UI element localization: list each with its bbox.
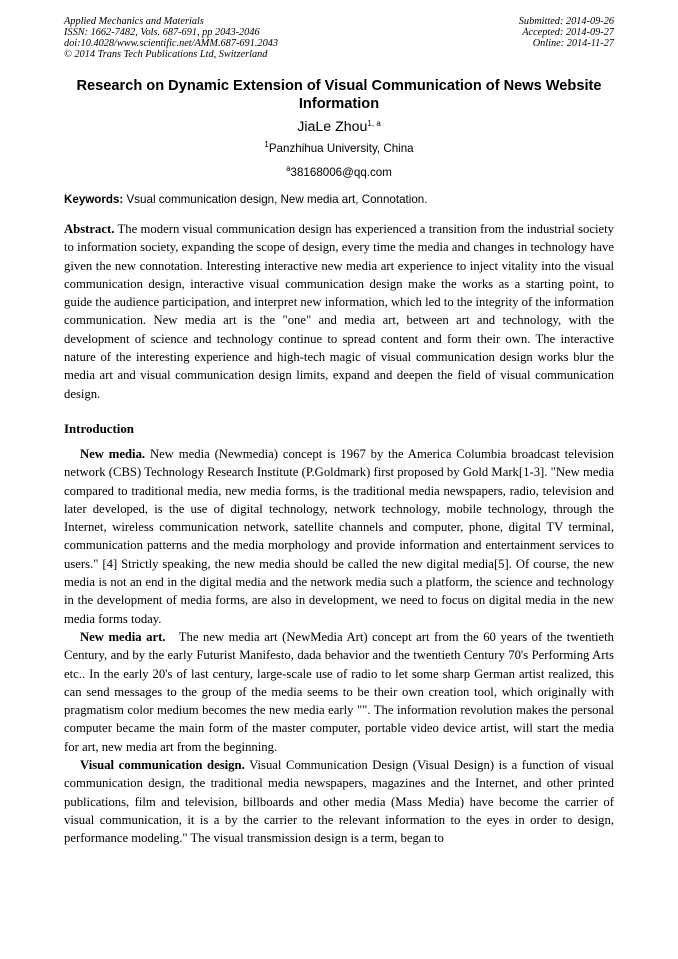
affiliation bbox=[64, 142, 614, 156]
affiliation-text: Panzhihua University, China bbox=[268, 142, 414, 155]
author-email bbox=[64, 166, 614, 180]
paragraph-text: New media (Newmedia) concept is 1967 by the America Columbia broadcast television network (CBS) Technology Research Institute (P.Goldmark) first proposed by Gold Mark[1-3]. "New media compared to traditional media, new media forms, is the traditional media newspapers, radio, television and later developed, is the use of digital technology, network technology, mobile technology, through the Internet, wireless communication network, satellite channels and computer, phone, digital TV terminal, communication patterns and the media morphology and provide information and entertainment services to users." [4] Strictly speaking, the new media should be called the new digital media[5]. Of course, the new media is not an end in the digital media and the network media such a platform, the science and technology in the development of media forms, are also in development, we need to focus on digital media in the new media forms today. bbox=[64, 446, 614, 626]
journal-name: Applied Mechanics and Materials bbox=[64, 16, 204, 27]
paper-title: Research on Dynamic Extension of Visual Communication of News Website Information bbox=[76, 78, 602, 112]
submitted-date: Submitted: 2014-09-26 bbox=[518, 16, 614, 27]
paper-page bbox=[64, 16, 614, 848]
author-name: JiaLe Zhou bbox=[297, 119, 368, 135]
keywords-text: Vsual communication design, New media art, Connotation. bbox=[126, 193, 428, 206]
doi-line: doi:10.4028/www.scientific.net/AMM.687-691.2043 bbox=[64, 38, 279, 49]
paragraph-text: The new media art (NewMedia Art) concept art from the 60 years of the twentieth Century, and by the early Futurist Manifesto, dada behavior and the twentieth Century 70's Performing Arts etc.. In the early 20's of last century, large-scale use of radio to let some sharp German artist realized, this can send messages to the group of the media seems to be their own creation tool, which originally with pragmatism color medium becomes the new media early "". The information revolution makes the personal computer became the main form of the master computer, portable video device artist, will start the media for art, new media art from the beginning. bbox=[64, 629, 614, 754]
keywords bbox=[64, 193, 614, 207]
keywords-label: Keywords: bbox=[64, 193, 124, 206]
author-line bbox=[64, 118, 614, 136]
issn-line: ISSN: 1662-7482, Vols. 687-691, pp 2043-2046 bbox=[64, 27, 260, 38]
copyright-line: © 2014 Trans Tech Publications Ltd, Switzerland bbox=[64, 49, 268, 60]
section-heading-introduction: Introduction bbox=[64, 421, 134, 436]
paragraph-text: Visual Communication Design (Visual Design) is a function of visual communication design, the traditional media newspapers, magazines and the Internet, and other printed publications, film and television, billboards and other media (Mass Media) have become the carrier of visual communication, it is a by the carrier to the relevant information to the eyes in order to design, performance modeling." The visual transmission design is a term, began to bbox=[64, 758, 614, 846]
paragraph-new-media-art bbox=[64, 628, 614, 756]
paragraph-new-media bbox=[64, 445, 614, 628]
abstract bbox=[64, 220, 614, 403]
paragraph-visual-communication-design bbox=[64, 756, 614, 847]
paragraph-lead: New media. bbox=[80, 446, 146, 461]
email-text: 38168006@qq.com bbox=[290, 166, 392, 179]
abstract-text: The modern visual communication design has experienced a transition from the industrial society to information society, expanding the scope of design, every time the media and changes in technology have given the new connotation. Interesting interactive new media art experience to inject vitality into the visual communication design, interactive visual communication design make the works as a starting point, to guide the audience participation, and interpret new information, which led to the integrity of the information communication. New media art is the "one" and media art, between art and technology, with the development of science and technology continue to spread content and form their own. The interactive nature of the interesting experience and high-tech magic of visual communication design works blur the media art and visual communication design limits, expand and deepen the field of visual communication design. bbox=[64, 222, 614, 401]
abstract-label: Abstract. bbox=[64, 222, 115, 236]
accepted-date: Accepted: 2014-09-27 bbox=[522, 27, 614, 38]
paragraph-lead: New media art. bbox=[80, 629, 166, 644]
affiliation-sup: 1 bbox=[264, 140, 269, 149]
journal-header bbox=[64, 16, 614, 60]
journal-info bbox=[64, 16, 278, 60]
email-sup: a bbox=[286, 164, 291, 173]
introduction-body bbox=[64, 445, 614, 848]
paragraph-lead: Visual communication design. bbox=[80, 758, 245, 773]
online-date: Online: 2014-11-27 bbox=[532, 38, 614, 49]
author-sup: 1, a bbox=[367, 119, 381, 128]
submission-dates bbox=[519, 16, 614, 60]
